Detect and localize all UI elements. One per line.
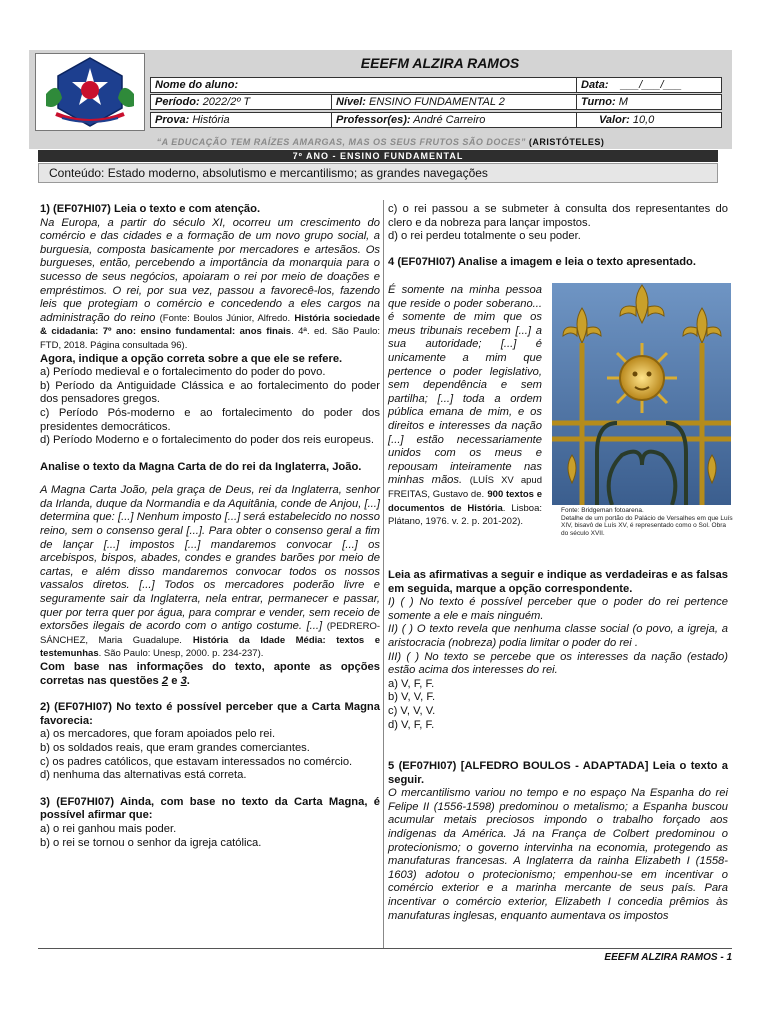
quote-banner [29, 136, 732, 149]
magna-text-block [40, 484, 380, 661]
spacer [40, 474, 380, 484]
q2-option-c[interactable]: c) os padres católicos, que estavam interessados no comércio. [40, 755, 353, 768]
magna-instruction-q3: 3 [180, 674, 187, 687]
spacer [40, 783, 380, 796]
level-label: Nível: [336, 96, 366, 108]
q3-option-a[interactable]: a) o rei ganhou mais poder. [40, 822, 177, 835]
q4-quote-block [388, 284, 542, 529]
exam-row [150, 112, 722, 128]
state-coat-of-arms-logo [35, 53, 145, 131]
q1-source-title: História sociedade & cidadania: 7º ano: ensino fundamental: anos finais [40, 312, 380, 338]
exam-cell [151, 113, 331, 127]
q1-option-d[interactable]: d) Período Moderno e o fortalecimento do poder dos reis europeus. [40, 434, 374, 447]
right-column-top [388, 203, 728, 244]
q5-heading: 5 (EF07HI07) [ALFEDRO BOULOS - ADAPTADA] Leia o texto a seguir. [388, 760, 728, 786]
magna-instruction [40, 661, 380, 688]
shift-value: M [618, 96, 628, 108]
q4-prompt: Leia as afirmativas a seguir e indique as verdadeiras e as falsas em seguida, marque a opção correspondente. [388, 569, 728, 595]
q4-source-end: . Lisboa: Plátano, 1976. v. 2. p. 201-202). [388, 502, 542, 528]
date-value: ___/___/___ [620, 79, 682, 91]
q5-block [388, 760, 728, 923]
versailles-gate-image [552, 283, 731, 505]
spacer [40, 448, 380, 461]
image-source: Fonte: Bridgeman fotoarena. [561, 507, 644, 514]
q5-text: O mercantilismo variou no tempo e no espaço Na Espanha do rei Felipe II (1556-1598) predominou o metalismo; a Espanha buscou acumular metais preciosos impondo o trabalho forçado aos indígenas da América. Já na França de Colbert predominou o protecionismo; o governo intervinha na economia, protegendo as manufaturas francesas. A Inglaterra da rainha Elizabeth I (1558-1603) adotou o protecionismo; empenhou-se em incentivar o comércio exterior e a marinha mercante de seus país. Para incentivar o comércio exterior, Elizabeth I concedia prêmios às manufaturas inglesas, enquanto aumentava os impostos [388, 787, 728, 922]
shift-cell [576, 95, 723, 109]
magna-instruction-and: e [168, 674, 181, 687]
q4-statement-2: II) ( ) O texto revela que nenhuma classe social (o povo, a igreja, a aristocracia (nobreza) podia limitar o poder do rei . [388, 623, 728, 649]
q1-option-b[interactable]: b) Período da Antiguidade Clássica e ao fortalecimento do poder dos pensadores gregos. [40, 379, 380, 406]
level-cell [331, 95, 576, 109]
column-divider [383, 200, 384, 948]
q4-option-a[interactable]: a) V, F, F. [388, 677, 435, 690]
q4-heading: 4 (EF07HI07) Analise a imagem e leia o texto apresentado. [388, 256, 696, 268]
content-topics: Conteúdo: Estado moderno, absolutismo e mercantilismo; as grandes navegações [38, 163, 718, 183]
q2-heading: 2) (EF07HI07) No texto é possível perceber que a Carta Magna favorecia: [40, 701, 380, 727]
magna-instruction-text: Com base nas informações do texto, aponte as opções corretas nas questões [40, 661, 380, 687]
q3-option-c[interactable]: c) o rei passou a se submeter à consulta dos representantes do clero e da nobreza para lançar impostos. [388, 203, 728, 229]
teacher-label: Professor(es): [336, 114, 411, 126]
student-name-label: Nome do aluno: [155, 79, 239, 91]
magna-text: A Magna Carta João, pela graça de Deus, rei da Inglaterra, senhor da Irlanda, duque da Normandia e da Aquitânia, conde de Anjou, [...] determina que: [...] Nenhum imposto [...] será estabelecido no nosso reino, sem o consenso geral [...]. Para obter o consenso geral a fim de lançar [...] impostos [...] mandaremos convocar [...] os arcebispos, bispos, abades, condes e grandes barões por meio de cartas, e além disso mandaremos convocar todos os nossos vassalos diretos. [...] Todos os mercadores poderão livre e seguramente sair da Inglaterra, nela entrar, permanecer e passar, quer por terra quer por água, para comprar e vender, sem receio de extorsões ilegais de acordo com o antigo costume. [...] [40, 484, 381, 633]
period-cell [151, 95, 331, 109]
magna-source-start: (PEDRERO-SÁNCHEZ, Maria Guadalupe. [40, 621, 380, 646]
q4-option-b[interactable]: b) V, V, F. [388, 691, 436, 704]
left-column [40, 203, 380, 850]
student-name-cell[interactable] [151, 78, 576, 92]
date-label: Data: [581, 79, 609, 91]
quote-text: “A EDUCAÇÃO TEM RAÍZES AMARGAS, MAS OS SEUS FRUTOS SÃO DOCES” [156, 137, 526, 147]
exam-label: Prova: [155, 114, 190, 126]
q1-text-block [40, 217, 380, 353]
q4-source-title: 900 textos e documentos de História [388, 488, 542, 514]
q4-statement-1: I) ( ) No texto é possível perceber que o poder do rei pertence somente a ele e mais ninguém. [388, 596, 728, 622]
q2-option-d[interactable]: d) nenhuma das alternativas está correta. [40, 769, 247, 782]
q3-option-b[interactable]: b) o rei se tornou o senhor da igreja católica. [40, 836, 262, 849]
period-row [150, 94, 722, 110]
period-label: Período: [155, 96, 200, 108]
level-value: ENSINO FUNDAMENTAL 2 [369, 96, 505, 108]
q4-option-c[interactable]: c) V, V, V. [388, 704, 436, 717]
period-value: 2022/2º T [202, 96, 251, 108]
shift-label: Turno: [581, 96, 616, 108]
magna-source-title: História da Idade Média: textos e testemunhas [40, 634, 380, 660]
q4-quote: É somente na minha pessoa que reside o poder soberano... é somente de mim que os meus tribunais recebem [...] a sua autoridade; [...] é unicamente a mim que pertence o poder legislativo, sem dependência e sem partilha; [...] toda a ordem pública emana de mim, e os direitos e interesses da nação [...] estão necessariamente unidos com os meus e repousam inteiramente nas minhas mãos. [388, 284, 542, 487]
q3-option-d[interactable]: d) o rei perdeu totalmente o seu poder. [388, 230, 581, 243]
q4-option-d[interactable]: d) V, F, F. [388, 718, 435, 731]
q4-quote-paragraph [388, 284, 542, 529]
q2-option-b[interactable]: b) os soldados reais, que eram grandes comerciantes. [40, 741, 310, 754]
q1-source-start: (Fonte: Boulos Júnior, Alfredo. [159, 312, 291, 324]
magna-instruction-q2: 2 [161, 674, 169, 687]
q4-statements-block [388, 569, 728, 732]
value-cell [576, 113, 723, 127]
magna-source-end: . São Paulo: Unesp, 2000. p. 234-237). [98, 648, 264, 660]
footer-rule [38, 948, 732, 949]
q4-heading-block [388, 256, 728, 270]
q1-option-c[interactable]: c) Período Pós-moderno e ao fortalecimento do poder dos presidentes democráticos. [40, 406, 380, 433]
magna-instruction-end: . [186, 674, 190, 687]
image-caption [561, 507, 733, 537]
q3-heading: 3) (EF07HI07) Ainda, com base no texto da Carta Magna, é possível afirmar que: [40, 795, 380, 822]
date-cell[interactable] [576, 78, 723, 92]
q1-prompt: Agora, indique a opção correta sobre a que ele se refere. [40, 352, 343, 365]
exam-value: História [192, 114, 230, 126]
q1-source-end: . 4ª. ed. São Paulo: FTD, 2018. Página consultada 96). [40, 326, 380, 351]
image-description: Detalhe de um portão do Palácio de Versalhes em que Luís XIV, bisavô de Luís XV, é representado como o Sol. Obra do século XVII. [561, 514, 733, 537]
value-label: Valor: [599, 114, 630, 126]
q4-source-start: (LUÍS XV apud FREITAS, Gustavo de. [388, 475, 542, 500]
q1-text: Na Europa, a partir do século XI, ocorreu um crescimento do comércio e das cidades e a formação de um novo grupo social, a burguesia, composta basicamente por mercadores e artesãos. Os burgueses, então, percebendo a importância da monarquia para o sucesso de seus negócios, apoiaram o rei por meio de doações e empréstimos. O rei, por sua vez, passou a favorecê-los, fazendo leis que protegiam o comércio e concedendo a eles cargos na administração do reino [40, 216, 380, 324]
student-row [150, 77, 722, 93]
page-footer: EEEFM ALZIRA RAMOS - 1 [604, 952, 732, 963]
value-value: 10,0 [632, 114, 655, 126]
q1-option-a[interactable]: a) Período medieval e o fortalecimento do poder do povo. [40, 366, 326, 379]
school-name: EEEFM ALZIRA RAMOS [360, 55, 520, 71]
teacher-value: André Carreiro [413, 114, 486, 126]
magna-heading: Analise o texto da Magna Carta de do rei da Inglaterra, João. [40, 460, 362, 473]
quote-author: (ARISTÓTELES) [528, 137, 605, 147]
spacer [40, 688, 380, 701]
q2-option-a[interactable]: a) os mercadores, que foram apoiados pelo rei. [40, 728, 276, 741]
q4-statement-3: III) ( ) No texto se percebe que os interesses da nação (estado) estão acima dos interesses do rei. [388, 650, 728, 677]
year-banner: 7º ANO - ENSINO FUNDAMENTAL [38, 150, 718, 162]
teacher-cell [331, 113, 576, 127]
q1-heading: 1) (EF07HI07) Leia o texto e com atenção. [40, 203, 261, 215]
